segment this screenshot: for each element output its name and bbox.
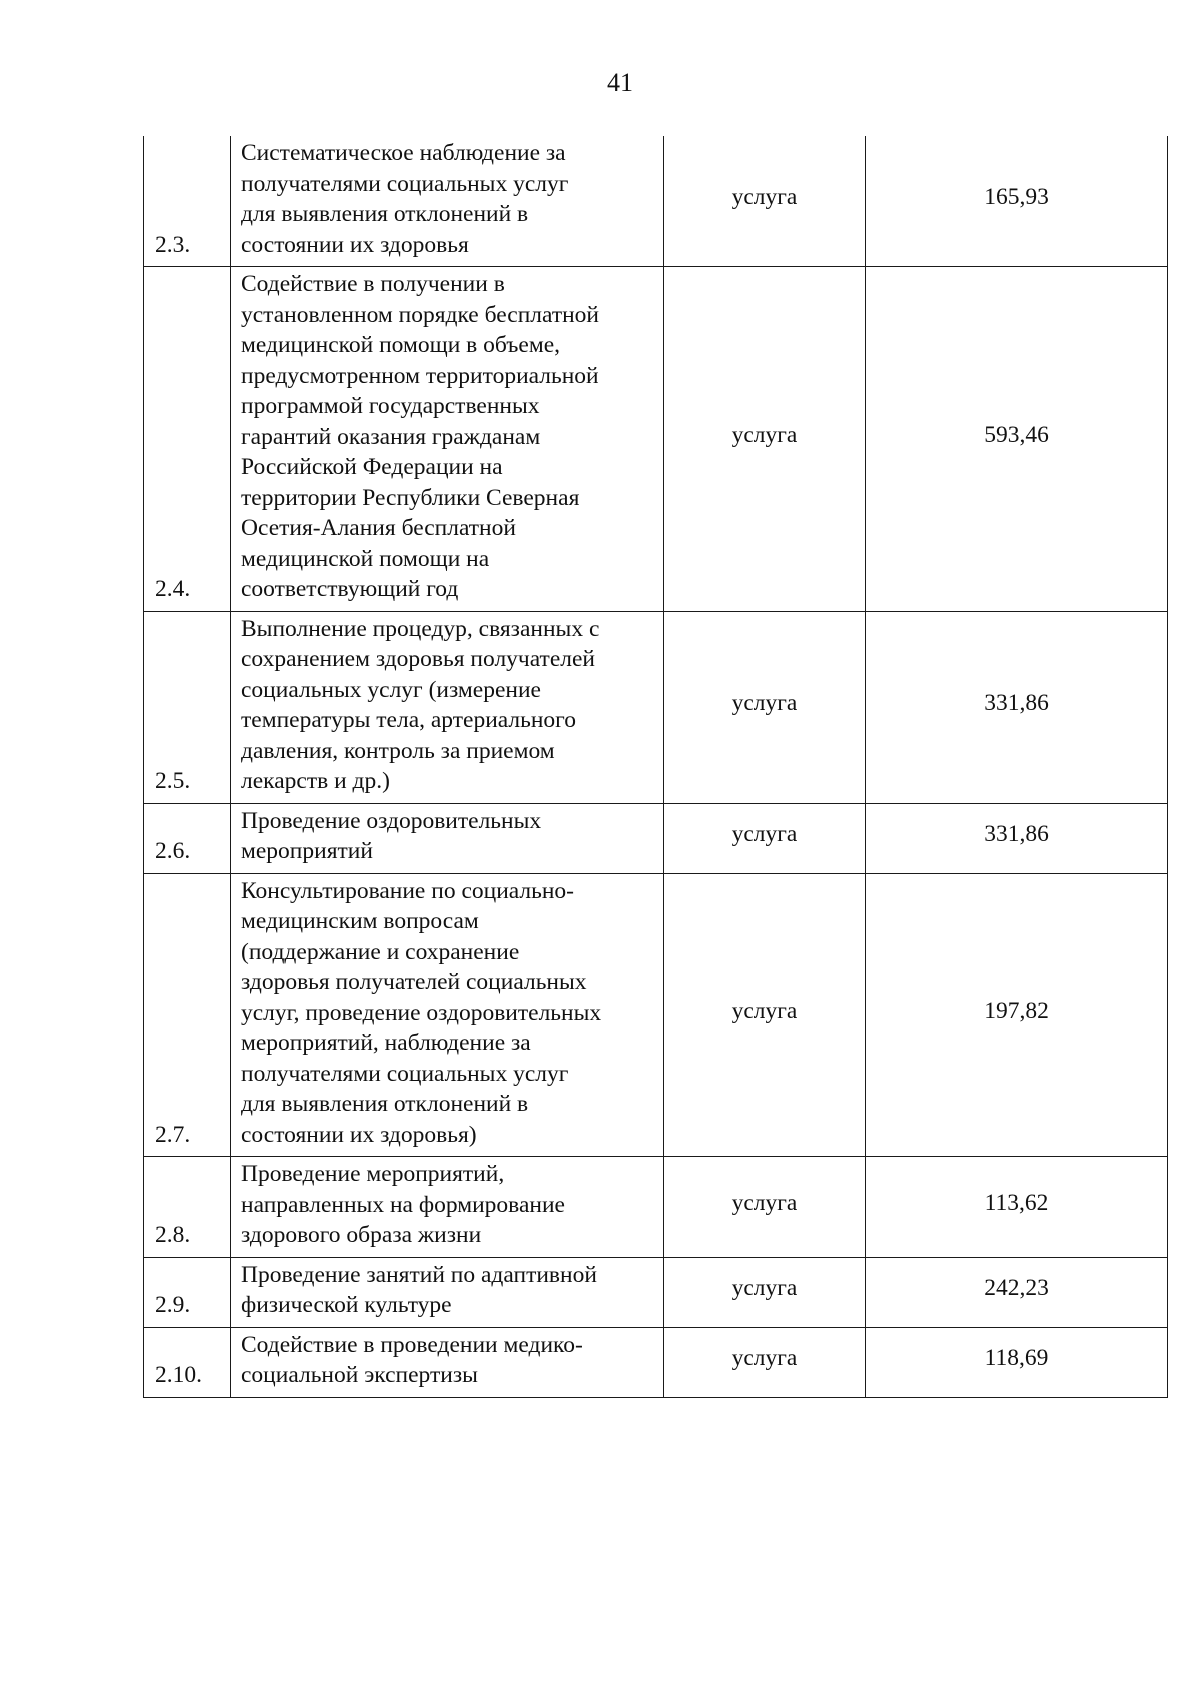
- table-row: [144, 136, 1168, 267]
- table-row: [144, 803, 1168, 873]
- unit-of-measure: услуга: [664, 1257, 866, 1327]
- service-description: Содействие в получении в установленном порядке бесплатной медицинской помощи в объеме, предусмотренном территориальной программой государственных гарантий оказания гражданам Российской Федерации на территории Республики Северная Осетия-Алания бесплатной медицинской помощи на соответствующий год: [231, 267, 664, 612]
- service-price: 118,69: [866, 1327, 1168, 1397]
- service-price: 197,82: [866, 873, 1168, 1157]
- table-row: [144, 873, 1168, 1157]
- row-number: 2.6.: [144, 803, 231, 873]
- unit-of-measure: услуга: [664, 803, 866, 873]
- table-row: [144, 267, 1168, 612]
- row-number: 2.3.: [144, 136, 231, 267]
- unit-of-measure: услуга: [664, 136, 866, 267]
- unit-of-measure: услуга: [664, 267, 866, 612]
- row-number: 2.4.: [144, 267, 231, 612]
- service-description: Проведение оздоровительных мероприятий: [231, 803, 664, 873]
- table-row: [144, 1327, 1168, 1397]
- service-description: Систематическое наблюдение за получателями социальных услуг для выявления отклонений в состоянии их здоровья: [231, 136, 664, 267]
- service-price: 113,62: [866, 1157, 1168, 1258]
- services-price-table: [143, 136, 1168, 1398]
- row-number: 2.8.: [144, 1157, 231, 1258]
- service-description: Содействие в проведении медико- социальной экспертизы: [231, 1327, 664, 1397]
- service-description: Консультирование по социально- медицинским вопросам (поддержание и сохранение здоровья получателей социальных услуг, проведение оздоровительных мероприятий, наблюдение за получателями социальных услуг для выявления отклонений в состоянии их здоровья): [231, 873, 664, 1157]
- service-description: Выполнение процедур, связанных с сохранением здоровья получателей социальных услуг (измерение температуры тела, артериального давления, контроль за приемом лекарств и др.): [231, 611, 664, 803]
- unit-of-measure: услуга: [664, 1157, 866, 1258]
- unit-of-measure: услуга: [664, 873, 866, 1157]
- table-row: [144, 1257, 1168, 1327]
- unit-of-measure: услуга: [664, 1327, 866, 1397]
- service-price: 331,86: [866, 611, 1168, 803]
- unit-of-measure: услуга: [664, 611, 866, 803]
- row-number: 2.7.: [144, 873, 231, 1157]
- service-price: 242,23: [866, 1257, 1168, 1327]
- table-row: [144, 611, 1168, 803]
- service-price: 165,93: [866, 136, 1168, 267]
- service-description: Проведение мероприятий, направленных на формирование здорового образа жизни: [231, 1157, 664, 1258]
- service-description: Проведение занятий по адаптивной физической культуре: [231, 1257, 664, 1327]
- row-number: 2.5.: [144, 611, 231, 803]
- row-number: 2.9.: [144, 1257, 231, 1327]
- service-price: 331,86: [866, 803, 1168, 873]
- service-price: 593,46: [866, 267, 1168, 612]
- table-row: [144, 1157, 1168, 1258]
- page-number: 41: [607, 68, 633, 97]
- row-number: 2.10.: [144, 1327, 231, 1397]
